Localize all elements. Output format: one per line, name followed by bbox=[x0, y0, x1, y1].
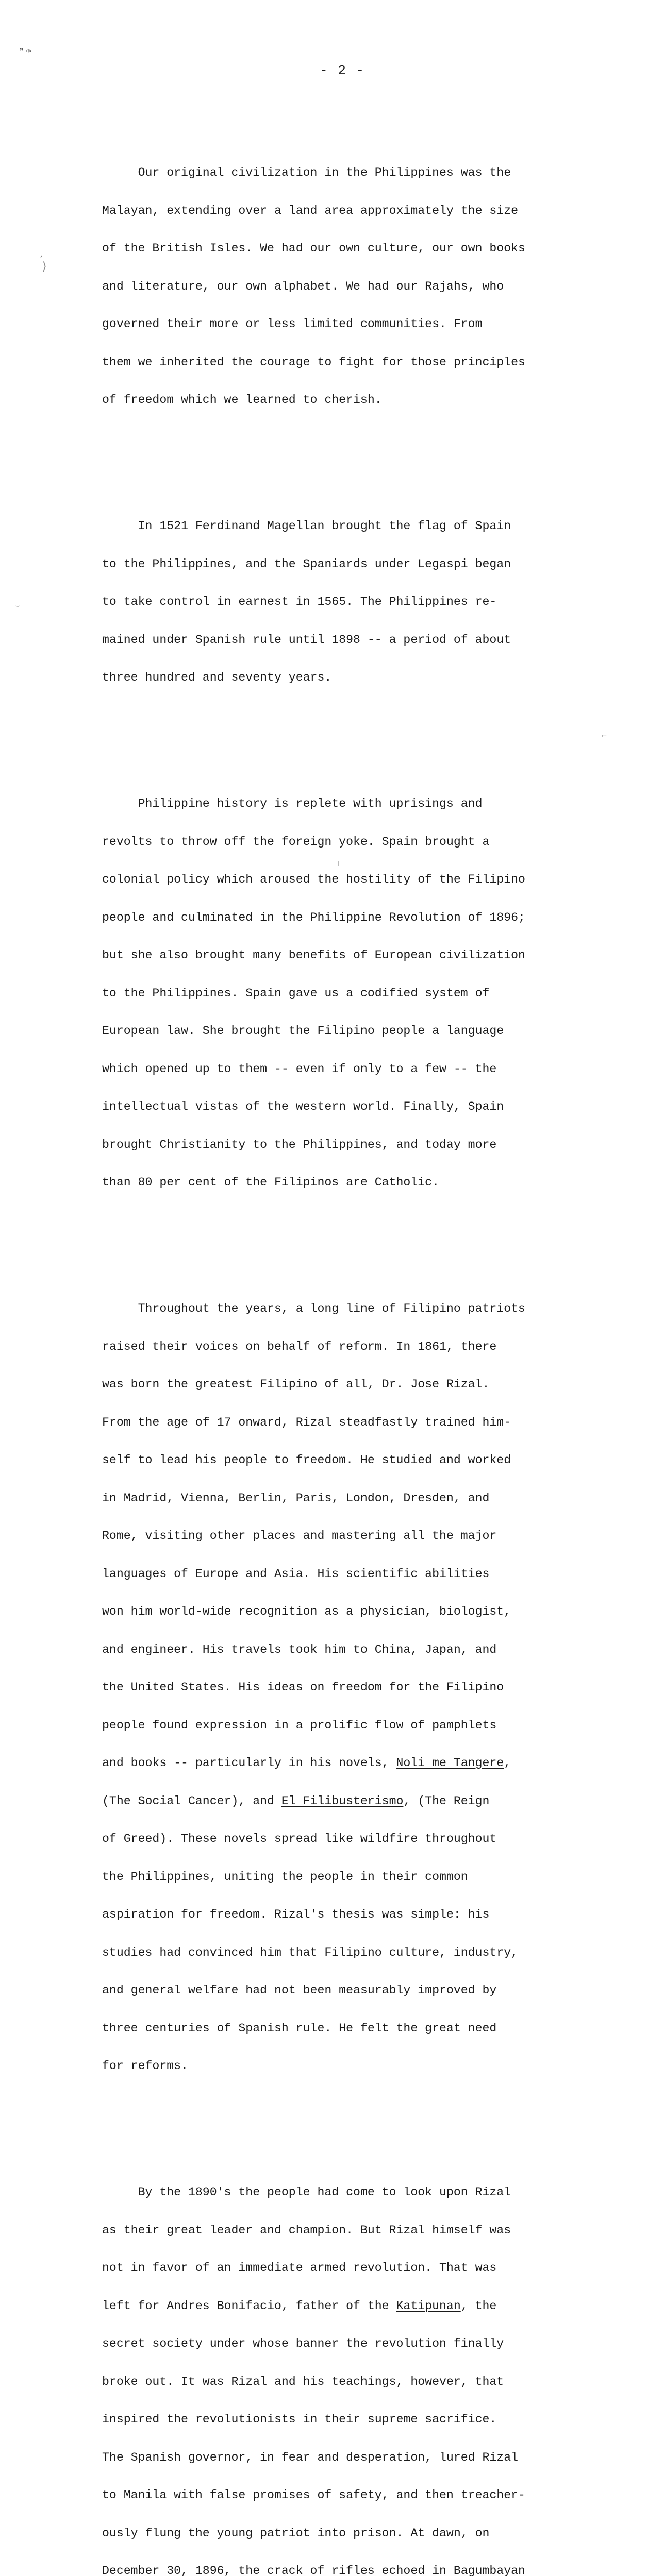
text-segment: and books -- particularly in his novels, bbox=[102, 1756, 396, 1770]
text-line: for reforms. bbox=[102, 2059, 188, 2073]
text-line: December 30, 1896, the crack of rifles echoed in Bagumbayan bbox=[102, 2564, 525, 2576]
text-line: people found expression in a prolific flow of pamphlets bbox=[102, 1718, 497, 1732]
text-line: three centuries of Spanish rule. He felt the great need bbox=[102, 2021, 497, 2035]
text-line: Throughout the years, a long line of Filipino patriots bbox=[102, 1302, 525, 1315]
text-line: secret society under whose banner the revolution finally bbox=[102, 2337, 504, 2350]
text-segment: left for Andres Bonifacio, father of the bbox=[102, 2299, 396, 2313]
text-line: people and culminated in the Philippine Revolution of 1896; bbox=[102, 910, 525, 924]
paragraph bbox=[102, 772, 566, 1214]
text-line: The Spanish governor, in fear and desperation, lured Rizal bbox=[102, 2450, 519, 2464]
text-line: self to lead his people to freedom. He studied and worked bbox=[102, 1453, 511, 1467]
text-segment: (The Social Cancer), and bbox=[102, 1794, 281, 1808]
text-line: the Philippines, uniting the people in their common bbox=[102, 1870, 468, 1884]
text-line: Philippine history is replete with uprisings and bbox=[102, 797, 483, 810]
text-line: In 1521 Ferdinand Magellan brought the flag of Spain bbox=[102, 519, 511, 533]
paragraph bbox=[102, 1277, 566, 2098]
text-line: of the British Isles. We had our own culture, our own books bbox=[102, 242, 525, 255]
document-body bbox=[102, 91, 566, 2576]
text-line bbox=[102, 1757, 566, 1770]
text-line: to Manila with false promises of safety, and then treacher- bbox=[102, 2488, 525, 2502]
text-segment: , the bbox=[460, 2299, 497, 2313]
text-line: of freedom which we learned to cherish. bbox=[102, 393, 382, 406]
paragraph bbox=[102, 2161, 566, 2576]
text-line: to the Philippines, and the Spaniards under Legaspi began bbox=[102, 557, 511, 571]
text-line: of Greed). These novels spread like wildfire throughout bbox=[102, 1832, 497, 1845]
text-line: and general welfare had not been measurably improved by bbox=[102, 1984, 497, 1997]
text-segment: , bbox=[504, 1756, 511, 1770]
text-line: in Madrid, Vienna, Berlin, Paris, London, Dresden, and bbox=[102, 1491, 490, 1505]
text-segment: , (The Reign bbox=[403, 1794, 490, 1808]
paragraph bbox=[102, 141, 566, 432]
text-line: mained under Spanish rule until 1898 -- a period of about bbox=[102, 633, 511, 647]
paragraph bbox=[102, 495, 566, 709]
text-line: to take control in earnest in 1565. The Philippines re- bbox=[102, 595, 497, 608]
text-line: Our original civilization in the Philippines was the bbox=[102, 166, 511, 179]
text-line: European law. She brought the Filipino people a language bbox=[102, 1024, 504, 1038]
text-line: and literature, our own alphabet. We had our Rajahs, who bbox=[102, 279, 504, 293]
text-line: not in favor of an immediate armed revolution. That was bbox=[102, 2261, 497, 2275]
stray-ink-mark: ˏ bbox=[35, 247, 44, 259]
stray-ink-mark: ⌐ bbox=[601, 732, 607, 740]
text-line: studies had convinced him that Filipino culture, industry, bbox=[102, 1945, 519, 1959]
stray-ink-mark: ❞ ✑ bbox=[20, 47, 32, 56]
text-line bbox=[102, 2300, 566, 2313]
text-line: inspired the revolutionists in their supreme sacrifice. bbox=[102, 2413, 497, 2426]
text-line bbox=[102, 1795, 566, 1808]
novel-title-filibusterismo: El Filibusterismo bbox=[281, 1794, 404, 1808]
text-line: raised their voices on behalf of reform. In 1861, there bbox=[102, 1340, 497, 1353]
text-line: won him world-wide recognition as a physician, biologist, bbox=[102, 1605, 511, 1618]
text-line: languages of Europe and Asia. His scientific abilities bbox=[102, 1567, 490, 1581]
page-number bbox=[0, 63, 664, 78]
stray-ink-mark: ı bbox=[337, 859, 339, 868]
text-line: the United States. His ideas on freedom for the Filipino bbox=[102, 1681, 504, 1694]
text-line: broke out. It was Rizal and his teachings, however, that bbox=[102, 2375, 504, 2388]
text-line: Malayan, extending over a land area approximately the size bbox=[102, 204, 519, 217]
novel-title-noli: Noli me Tangere bbox=[396, 1756, 504, 1770]
stray-ink-mark: ⌣ bbox=[15, 602, 21, 610]
katipunan-term: Katipunan bbox=[396, 2299, 461, 2313]
text-line: was born the greatest Filipino of all, Dr. Jose Rizal. bbox=[102, 1378, 490, 1391]
text-line: governed their more or less limited communities. From bbox=[102, 317, 483, 331]
stray-ink-mark: ⟩ bbox=[42, 260, 47, 273]
text-line: to the Philippines. Spain gave us a codified system of bbox=[102, 986, 490, 1000]
text-line: which opened up to them -- even if only to a few -- the bbox=[102, 1062, 497, 1076]
page-number-text: - 2 - bbox=[319, 63, 365, 78]
text-line: and engineer. His travels took him to China, Japan, and bbox=[102, 1642, 497, 1656]
text-line: colonial policy which aroused the hostility of the Filipino bbox=[102, 873, 525, 886]
text-line: them we inherited the courage to fight for those principles bbox=[102, 355, 525, 369]
text-line: intellectual vistas of the western world. Finally, Spain bbox=[102, 1100, 504, 1113]
text-line: brought Christianity to the Philippines, and today more bbox=[102, 1138, 497, 1151]
text-line: From the age of 17 onward, Rizal steadfastly trained him- bbox=[102, 1415, 511, 1429]
text-line: as their great leader and champion. But Rizal himself was bbox=[102, 2223, 511, 2237]
text-line: but she also brought many benefits of European civilization bbox=[102, 948, 525, 962]
text-line: Rome, visiting other places and mastering all the major bbox=[102, 1529, 497, 1543]
text-line: By the 1890's the people had come to look upon Rizal bbox=[102, 2185, 511, 2199]
text-line: revolts to throw off the foreign yoke. Spain brought a bbox=[102, 835, 490, 849]
text-line: aspiration for freedom. Rizal's thesis was simple: his bbox=[102, 1908, 490, 1921]
text-line: ously flung the young patriot into prison. At dawn, on bbox=[102, 2526, 490, 2540]
text-line: three hundred and seventy years. bbox=[102, 671, 332, 684]
text-line: than 80 per cent of the Filipinos are Catholic. bbox=[102, 1176, 439, 1189]
